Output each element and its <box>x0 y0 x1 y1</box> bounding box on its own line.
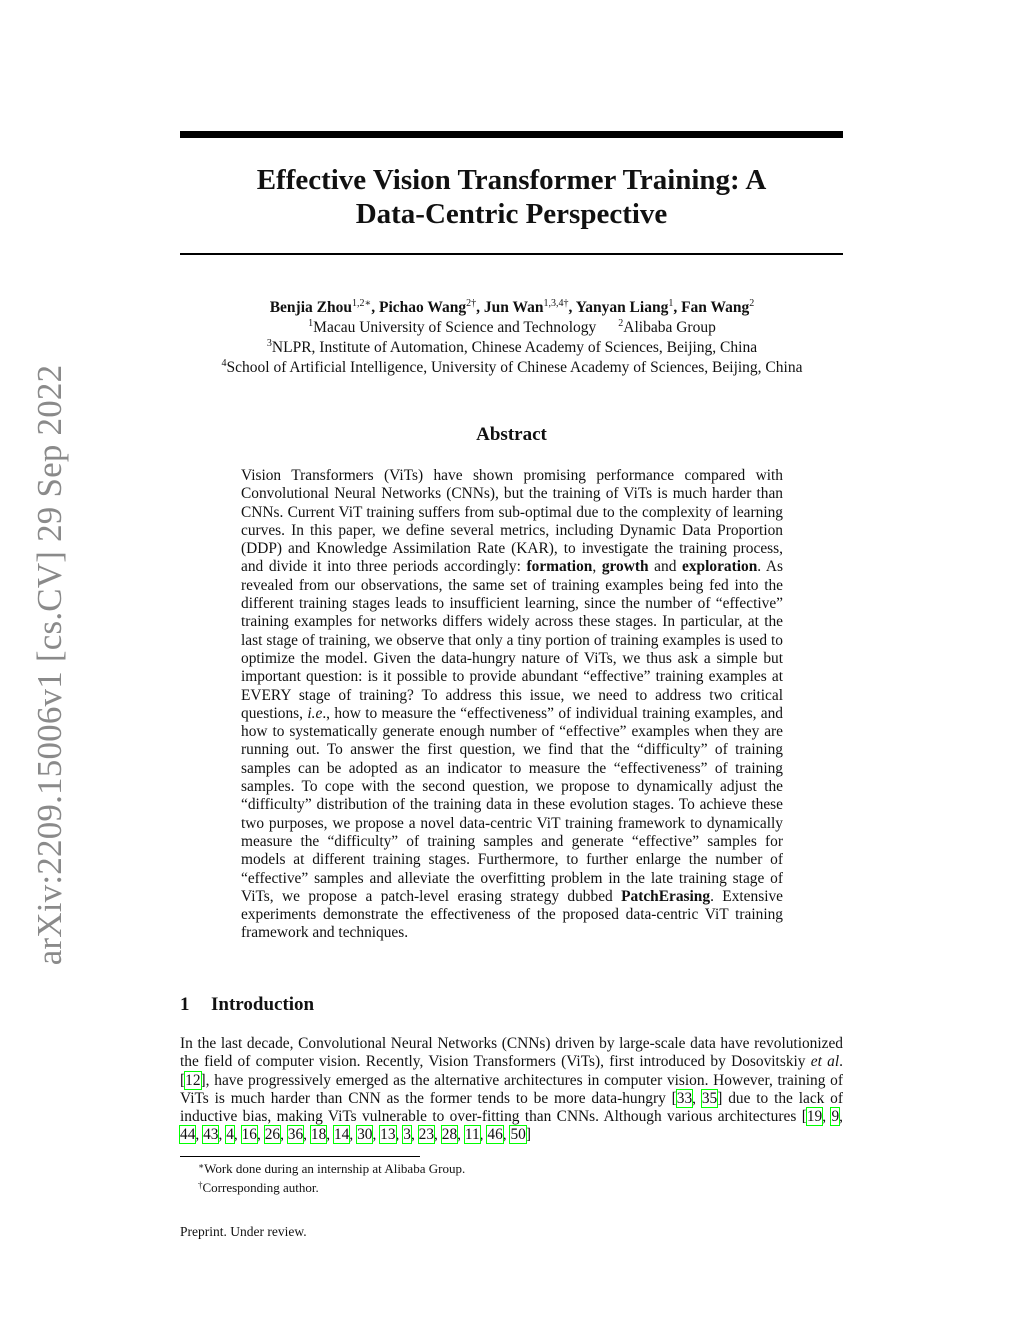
author-1-name: Benjia Zhou <box>269 299 352 316</box>
title-bottom-rule <box>180 253 843 255</box>
author-3-affil: 1,3,4† <box>543 298 569 309</box>
author-4-affil: 1 <box>668 298 674 309</box>
author-1-mark: ∗ <box>364 298 372 309</box>
author-names <box>150 298 874 318</box>
author-1-affil: 1,2 <box>351 298 365 309</box>
abstract-segment: and <box>648 558 683 576</box>
intro-segment: In the last decade, Convolutional Neural Networks (CNNs) driven by large-scale data have revolutionized the field of computer vision. Recently, Vision Transformers (ViTs), first introduced by Dosovitskiy <box>180 1035 843 1071</box>
footnote-1-mark: ∗ <box>198 1161 205 1171</box>
preprint-notice: Preprint. Under review. <box>180 1224 307 1239</box>
affiliation-4: School of Artificial Intelligence, University of Chinese Academy of Sciences, Beijing, China <box>226 359 803 376</box>
citation-link[interactable]: 14 <box>333 1126 350 1144</box>
affiliation-1: Macau University of Science and Technology <box>313 319 597 336</box>
author-separator: , <box>673 299 682 316</box>
author-separator: , <box>371 299 380 316</box>
abstract-segment: ., how to measure the “effectiveness” of individual training examples, and how to systematically generate enough number of “effective” examples when they are running out. To answer the first question, we find that the “difficulty” of training samples can be adopted as an indicator to measure the “effectiveness” of training samples. To cope with the second question, we propose to dynamically adjust the “difficulty” distribution of the training data in these evolution stages. To achieve these two purposes, we propose a novel data-centric ViT training framework to dynamically measure the “difficulty” of training samples and generate “effective” samples for models at different training stages. Furthermore, to further enlarge the number of “effective” samples and alleviate the overfitting problem in the late training stage of ViTs, we propose a patch-level erasing strategy dubbed <box>241 704 783 905</box>
section-title: Introduction <box>211 994 315 1015</box>
citation-link[interactable]: 23 <box>418 1126 435 1144</box>
abstract-heading: Abstract <box>476 424 547 445</box>
author-3-name: Jun Wan <box>483 299 544 316</box>
citation-link[interactable]: 46 <box>487 1126 503 1144</box>
author-2-affil: 2† <box>466 298 477 309</box>
citation-link[interactable]: 33 <box>676 1089 693 1107</box>
citation-link[interactable]: 50 <box>510 1126 526 1144</box>
author-separator: , <box>568 299 576 316</box>
affiliation-line-1 <box>150 318 874 338</box>
abstract-text <box>241 467 783 943</box>
citation-link[interactable]: 3 <box>403 1126 411 1144</box>
citation-link[interactable]: 16 <box>241 1126 257 1144</box>
paper-title <box>180 163 843 231</box>
citation-link[interactable]: 28 <box>441 1126 458 1144</box>
footnote-rule <box>180 1156 420 1157</box>
footnote-2 <box>198 1178 465 1197</box>
section-heading-introduction <box>180 994 314 1016</box>
affiliation-1-sup: 1 <box>308 318 314 329</box>
intro-segment: due to the lack of inductive bias, making ViTs vulnerable to over-fitting than CNNs. Although various architectures <box>180 1089 843 1126</box>
title-top-rule <box>180 131 843 138</box>
affiliation-line-2 <box>150 338 874 358</box>
affiliation-3: NLPR, Institute of Automation, Chinese Academy of Sciences, Beijing, China <box>271 339 758 356</box>
citation-link[interactable]: 4 <box>226 1126 234 1144</box>
citation-link[interactable]: 26 <box>264 1126 281 1144</box>
citation-link[interactable]: 35 <box>701 1089 718 1107</box>
footnote-2-text: Corresponding author. <box>202 1180 319 1195</box>
section-number: 1 <box>180 994 190 1015</box>
author-5-affil: 2 <box>749 298 755 309</box>
citation-link[interactable]: 36 <box>287 1126 304 1144</box>
author-2-name: Pichao Wang <box>379 299 467 316</box>
introduction-text <box>180 1035 843 1145</box>
abstract-segment: Vision Transformers (ViTs) have shown promising performance compared with Convolutional Neural Networks (CNNs), but the training of ViTs is much harder than CNNs. Current ViT training suffers from sub-optimal due to the complexity of learning curves. In this paper, we define several metrics, including Dynamic Data Proportion (DDP) and Knowledge Assimilation Rate (KAR), to investigate the training process, and divide it into three periods accordingly: <box>241 467 783 576</box>
abstract-italic-term: i.e <box>307 704 323 722</box>
author-block <box>150 298 874 378</box>
title-line-2: Data-Centric Perspective <box>355 198 668 230</box>
citation-link[interactable]: 44 <box>180 1126 196 1144</box>
citation-link[interactable]: 9 <box>831 1108 840 1126</box>
citation-group-a: [33, 35] <box>671 1089 723 1107</box>
intro-segment: ], have progressively emerged as the alternative architectures in computer vision. However, training of ViTs is much harder than CNN as the former tends to be more data-hungry <box>180 1071 843 1107</box>
citation-link[interactable]: 30 <box>357 1126 373 1144</box>
footnote-1-text: Work done during an internship at Alibaba Group. <box>204 1161 466 1176</box>
abstract-bold-term: growth <box>601 558 649 576</box>
abstract-segment: , <box>592 558 602 576</box>
citation-link[interactable]: 43 <box>203 1126 219 1144</box>
citation-link[interactable]: 12 <box>185 1071 201 1089</box>
author-4-name: Yanyan Liang <box>575 299 669 316</box>
abstract-segment: . Extensive experiments demonstrate the effectiveness of the proposed data-centric ViT training framework and techniques. <box>241 887 783 942</box>
author-5-name: Fan Wang <box>681 299 750 316</box>
citation-link[interactable]: 18 <box>310 1126 327 1144</box>
citation-link[interactable]: 19 <box>806 1108 823 1126</box>
footnote-2-mark: † <box>198 1180 203 1190</box>
affiliation-2: Alibaba Group <box>623 319 716 336</box>
abstract-bold-term: formation <box>526 558 593 576</box>
affiliation-2-sup: 2 <box>618 318 624 329</box>
intro-italic-term: et al <box>810 1053 840 1071</box>
title-line-1: Effective Vision Transformer Training: A <box>256 164 767 196</box>
footnotes <box>198 1159 465 1197</box>
arxiv-id-text: arXiv:2209.15006v1 [cs.CV] 29 Sep 2022 <box>30 364 69 965</box>
citation-link[interactable]: 11 <box>464 1126 480 1144</box>
author-separator: , <box>476 299 484 316</box>
citation-group-b: [19, 9, 44, 43, 4, 16, 26, 36, 18, 14, 30, 13, 3, 23, 28, 11, 46, 50] <box>180 1108 843 1144</box>
footnote-1 <box>198 1159 465 1178</box>
abstract-bold-term: PatchErasing <box>621 887 711 905</box>
affiliation-3-sup: 3 <box>266 338 272 349</box>
affiliation-4-sup: 4 <box>221 358 227 369</box>
abstract-bold-term: exploration <box>682 558 758 576</box>
affiliation-line-3 <box>150 358 874 378</box>
intro-segment: . [ <box>180 1053 843 1089</box>
arxiv-identifier-stamp <box>30 352 70 977</box>
abstract-segment: . As revealed from our observations, the same set of training examples being fed into the different training stages leads to insufficient learning, since the number of “effective” training examples for networks differs widely across these stages. In particular, at the last stage of training, we observe that only a tiny portion of training examples is used to optimize the model. Given the data-hungry nature of ViTs, we thus ask a simple but important question: is it possible to provide abundant “effective” training examples at EVERY stage of training? To address this issue, we need to address two critical questions, <box>241 558 784 722</box>
citation-link[interactable]: 13 <box>380 1126 396 1144</box>
